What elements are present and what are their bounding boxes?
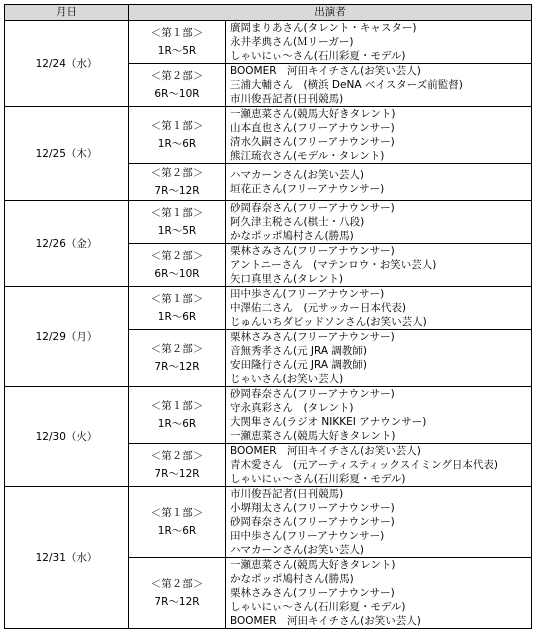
schedule-row: [5, 387, 532, 444]
cast-member: アントニーさん (マテンロウ・お笑い芸人): [230, 259, 437, 271]
part-label: ＜第２部＞: [150, 70, 204, 82]
race-range: 7R～12R: [154, 468, 200, 480]
schedule-row: [5, 287, 532, 330]
cast-cell: [226, 201, 532, 244]
cast-member: 栗林さみさん(フリーアナウンサー): [230, 331, 395, 343]
part-label: ＜第２部＞: [150, 167, 204, 179]
race-range: 1R～6R: [157, 525, 197, 537]
part-label: ＜第１部＞: [150, 400, 204, 412]
cast-cell: [226, 330, 532, 387]
part-cell: [129, 201, 226, 244]
part-cell: [129, 330, 226, 387]
schedule-table: [4, 4, 532, 629]
cast-member: 一瀬恵菜さん(競馬大好きタレント): [230, 430, 396, 442]
schedule-row: [5, 487, 532, 558]
cast-member: 守永真彩さん (タレント): [230, 402, 354, 414]
race-range: 1R～6R: [157, 418, 197, 430]
race-range: 6R～10R: [154, 268, 200, 280]
cast-member: 中澤佑二さん (元サッカー日本代表): [230, 302, 406, 314]
cast-cell: [226, 444, 532, 487]
cast-member: ハマカーンさん(お笑い芸人): [230, 169, 364, 181]
cast-member: 砂岡春奈さん(フリーアナウンサー): [230, 516, 395, 528]
date-cell: 12/25（木）: [5, 107, 129, 201]
race-range: 7R～12R: [154, 185, 200, 197]
race-range: 1R～6R: [157, 138, 197, 150]
cast-member: 田中歩さん(フリーアナウンサー): [230, 530, 385, 542]
part-cell: [129, 558, 226, 629]
race-range: 7R～12R: [154, 361, 200, 373]
race-range: 1R～5R: [157, 225, 197, 237]
cast-cell: [226, 64, 532, 107]
header-date: 月日: [5, 5, 129, 21]
cast-member: じゃいさん(お笑い芸人): [230, 373, 344, 385]
race-range: 1R～5R: [157, 45, 197, 57]
cast-cell: [226, 387, 532, 444]
cast-member: かなポッポ鳩村さん(勝馬): [230, 573, 354, 585]
cast-member: じゅんいちダビッドソンさん(お笑い芸人): [230, 316, 427, 328]
cast-member: 清水久嗣さん(フリーアナウンサー): [230, 136, 395, 148]
cast-member: 熊江琉衣さん(モデル・タレント): [230, 150, 385, 162]
date-cell: 12/29（月）: [5, 287, 129, 387]
schedule-row: [5, 107, 532, 164]
cast-member: 山本直也さん(フリーアナウンサー): [230, 122, 395, 134]
schedule-row: [5, 21, 532, 64]
cast-member: BOOMER 河田キイチさん(お笑い芸人): [230, 65, 421, 77]
cast-member: 市川俊吾記者(日刊競馬): [230, 93, 344, 105]
part-label: ＜第１部＞: [150, 27, 204, 39]
part-cell: [129, 21, 226, 64]
part-cell: [129, 107, 226, 164]
date-cell: 12/30（火）: [5, 387, 129, 487]
part-label: ＜第１部＞: [150, 507, 204, 519]
part-label: ＜第２部＞: [150, 250, 204, 262]
cast-cell: [226, 107, 532, 164]
part-label: ＜第２部＞: [150, 343, 204, 355]
cast-member: 栗林さみさん(フリーアナウンサー): [230, 245, 395, 257]
cast-cell: [226, 21, 532, 64]
race-range: 6R～10R: [154, 88, 200, 100]
part-label: ＜第２部＞: [150, 450, 204, 462]
cast-member: 一瀬恵菜さん(競馬大好きタレント): [230, 108, 396, 120]
cast-member: 砂岡春奈さん(フリーアナウンサー): [230, 388, 395, 400]
cast-member: 三浦大輔さん (横浜 DeNA ベイスターズ前監督): [230, 79, 463, 91]
part-cell: [129, 64, 226, 107]
header-row: [5, 5, 532, 21]
cast-cell: [226, 558, 532, 629]
cast-member: しゃいにぃ～さん(石川彩夏・モデル): [230, 601, 406, 613]
race-range: 7R～12R: [154, 596, 200, 608]
part-cell: [129, 487, 226, 558]
cast-member: ハマカーンさん(お笑い芸人): [230, 544, 364, 556]
part-label: ＜第２部＞: [150, 578, 204, 590]
cast-member: 垣花正さん(フリーアナウンサー): [230, 183, 385, 195]
date-cell: 12/31（水）: [5, 487, 129, 629]
part-cell: [129, 244, 226, 287]
cast-member: 永井孝典さん(Ｍリーガー): [230, 36, 354, 48]
part-label: ＜第１部＞: [150, 120, 204, 132]
date-cell: 12/24（水）: [5, 21, 129, 107]
cast-member: 田中歩さん(フリーアナウンサー): [230, 288, 385, 300]
cast-member: 小堺翔太さん(フリーアナウンサー): [230, 502, 395, 514]
cast-cell: [226, 487, 532, 558]
cast-member: 安田隆行さん(元 JRA 調教師): [230, 359, 368, 371]
cast-member: しゃいにぃ～さん(石川彩夏・モデル): [230, 473, 406, 485]
cast-member: 青木愛さん (元アーティスティックスイミング日本代表): [230, 459, 498, 471]
cast-member: 廣岡まりあさん(タレント・キャスター): [230, 22, 417, 34]
cast-member: 大関隼さん(ラジオ NIKKEI アナウンサー): [230, 416, 427, 428]
cast-member: かなポッポ鳩村さん(勝馬): [230, 230, 354, 242]
header-cast: 出演者: [129, 5, 532, 21]
cast-cell: [226, 164, 532, 201]
cast-member: 栗林さみさん(フリーアナウンサー): [230, 587, 395, 599]
cast-member: 一瀬恵菜さん(競馬大好きタレント): [230, 559, 396, 571]
cast-cell: [226, 244, 532, 287]
cast-member: 市川俊吾記者(日刊競馬): [230, 488, 344, 500]
part-cell: [129, 164, 226, 201]
race-range: 1R～6R: [157, 311, 197, 323]
part-label: ＜第１部＞: [150, 207, 204, 219]
schedule-body: [5, 21, 532, 629]
cast-member: しゃいにぃ～さん(石川彩夏・モデル): [230, 50, 406, 62]
cast-member: BOOMER 河田キイチさん(お笑い芸人): [230, 615, 421, 627]
part-cell: [129, 287, 226, 330]
cast-member: 矢口真里さん(タレント): [230, 273, 343, 285]
cast-member: 砂岡春奈さん(フリーアナウンサー): [230, 202, 395, 214]
part-cell: [129, 387, 226, 444]
cast-member: 阿久津主税さん(棋士・八段): [230, 216, 365, 228]
date-cell: 12/26（金）: [5, 201, 129, 287]
part-cell: [129, 444, 226, 487]
part-label: ＜第１部＞: [150, 293, 204, 305]
schedule-row: [5, 201, 532, 244]
cast-member: 音無秀孝さん(元 JRA 調教師): [230, 345, 368, 357]
cast-member: BOOMER 河田キイチさん(お笑い芸人): [230, 445, 421, 457]
cast-cell: [226, 287, 532, 330]
